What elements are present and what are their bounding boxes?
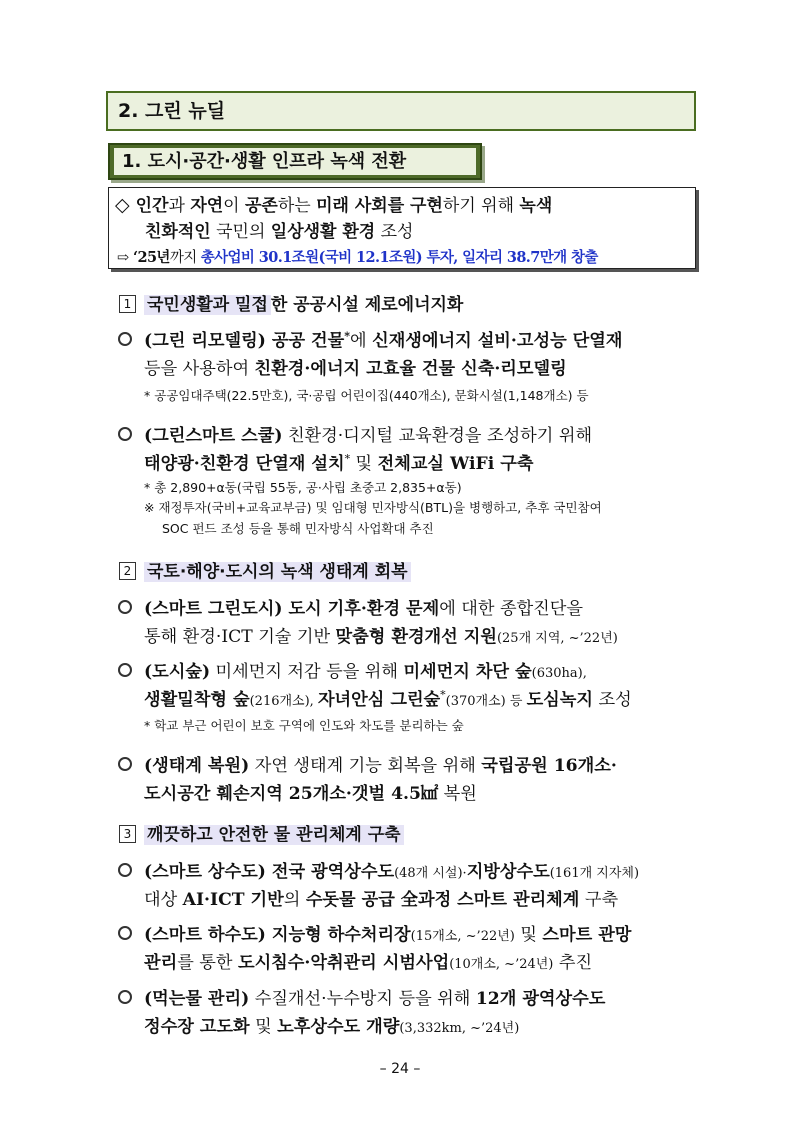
text-run: 일상생활 환경 [270, 222, 376, 242]
circle-bullet-icon [118, 926, 132, 940]
text-run: (도시숲) [144, 662, 211, 682]
note-total-buildings: * 총 2,890+α동(국립 55동, 공·사립 초중고 2,835+α동) [144, 480, 462, 495]
text-run: (스마트 하수도) 지능형 하수처리장 [144, 925, 411, 945]
circle-bullet-icon [118, 600, 132, 614]
section-number: 2 [119, 562, 136, 580]
text-run: 에 [350, 331, 373, 351]
text-run: (먹는물 관리) [144, 989, 250, 1009]
text-line [144, 421, 592, 446]
text-run: 맞춤형 환경개선 지원 [335, 627, 497, 647]
text-run: 수질개선·누수방지 등을 위해 [249, 989, 476, 1009]
section-heading-3 [119, 820, 404, 845]
text-run: 이 [223, 196, 245, 216]
text-run: (15개소, ~’22년) [410, 929, 515, 944]
text-line [144, 622, 618, 647]
text-run: * [440, 688, 446, 702]
subsection-title: 1. 도시·공간·생활 인프라 녹색 전환 [114, 148, 476, 175]
section-title: 2. 그린 뉴딜 [106, 91, 696, 131]
section-heading-highlight: 국민생활과 밀접 [144, 295, 271, 315]
text-run: (161개 지자체) [549, 866, 640, 881]
text-run: (370개소) 등 [445, 694, 527, 709]
text-run: 지방상수도 [466, 862, 550, 882]
text-run: 정수장 고도화 [144, 1017, 250, 1037]
text-run: (630ha), [531, 666, 587, 681]
circle-bullet-icon [118, 990, 132, 1004]
text-line [144, 885, 618, 910]
text-run: 전체교실 WiFi 구축 [377, 454, 534, 474]
text-run: 통해 환경·ICT 기술 기반 [144, 627, 336, 647]
text-run: 12개 광역상수도 [475, 989, 606, 1009]
text-run: (그린 리모델링) 공공 건물 [144, 331, 345, 351]
text-run: 친환경·에너지 고효율 건물 신축·리모델링 [254, 359, 567, 379]
text-line [144, 326, 623, 351]
note-public-housing: * 공공임대주택(22.5만호), 국·공립 어린이집(440개소), 문화시설(1,148개소) 등 [144, 388, 589, 403]
note-finance-2: SOC 펀드 조성 등을 통해 민자방식 사업확대 추진 [162, 521, 434, 536]
text-run: 수돗물 공급 全과정 스마트 관리체계 [305, 890, 580, 910]
text-line [144, 594, 583, 619]
section-heading-1 [119, 290, 463, 315]
text-run: 를 통한 [177, 953, 238, 973]
section-heading-rest: 한 공공시설 제로에너지화 [270, 295, 464, 315]
subsection-title-box [108, 143, 482, 180]
section-heading-2 [119, 557, 411, 582]
text-run: 국립공원 16개소· [481, 756, 617, 776]
text-run: 복원 [438, 784, 477, 804]
text-run: 자연 [190, 196, 224, 216]
summary-box [108, 187, 696, 269]
text-run: 미래 사회를 구현 [316, 196, 443, 216]
text-line [144, 354, 567, 379]
text-run: 공존 [245, 196, 278, 216]
circle-bullet-icon [118, 863, 132, 877]
summary-line-2 [145, 217, 413, 242]
note-safe-forest: * 학교 부근 어린이 보호 구역에 인도와 차도를 분리하는 숲 [144, 718, 464, 733]
section-heading-highlight: 깨끗하고 안전한 물 관리체계 구축 [144, 825, 404, 845]
text-run: (생태계 복원) [144, 756, 250, 776]
summary-line-1 [115, 191, 552, 216]
text-run: 친화적인 [145, 222, 211, 242]
text-run: 의 [283, 890, 306, 910]
text-run: 도시공간 훼손지역 25개소·갯벌 4.5㎢ [144, 784, 439, 804]
text-run: (216개소), [249, 694, 318, 709]
text-run: ‘25년 [128, 249, 170, 266]
text-run: 태양광·친환경 단열재 설치 [144, 454, 345, 474]
note-finance-1: ※ 재정투자(국비+교육교부금) 및 임대형 민자방식(BTL)을 병행하고, 추후 국민참여 [144, 500, 602, 515]
text-line [144, 685, 632, 710]
text-run: 관리 [144, 953, 178, 973]
circle-bullet-icon [118, 427, 132, 441]
text-run: (25개 지역, ~’22년) [496, 631, 618, 646]
text-run: 및 [249, 1017, 278, 1037]
text-run: 조성 [375, 222, 414, 242]
text-line [144, 920, 631, 945]
text-run: 신재생에너지 설비·고성능 단열재 [372, 331, 623, 351]
text-line [129, 250, 598, 266]
circle-bullet-icon [118, 757, 132, 771]
text-run: (그린스마트 스쿨) [144, 426, 283, 446]
text-run: (10개소, ~’24년) [449, 957, 554, 972]
text-run: 녹색 [519, 196, 553, 216]
text-run: 친환경·디지털 교육환경을 조성하기 위해 [282, 426, 593, 446]
text-run: 하기 위해 [442, 196, 520, 216]
text-line [136, 196, 553, 216]
text-run: AI·ICT 기반 [182, 890, 284, 910]
text-run: 추진 [553, 953, 593, 973]
text-run: 자녀안심 그린숲 [317, 690, 441, 710]
text-run: 등을 사용하여 [144, 359, 255, 379]
text-run: 과 [168, 196, 191, 216]
text-run: 스마트 관망 [542, 925, 632, 945]
text-run: 국민의 [210, 222, 271, 242]
text-run: 까지 [169, 250, 201, 266]
text-run: 구축 [579, 890, 619, 910]
text-run: * [344, 329, 351, 343]
circle-bullet-icon [118, 663, 132, 677]
circle-bullet-icon [118, 332, 132, 346]
text-line [144, 751, 617, 776]
text-run: 대상 [144, 890, 183, 910]
text-line [144, 984, 605, 1009]
section-heading-highlight: 국토·해양·도시의 녹색 생태계 회복 [144, 562, 411, 582]
text-run: 노후상수도 개량 [277, 1017, 400, 1037]
text-run: 및 [514, 925, 543, 945]
diamond-icon: ◇ [115, 194, 130, 216]
text-run: 생활밀착형 숲 [144, 690, 250, 710]
text-run: 하는 [277, 196, 317, 216]
text-line [145, 222, 413, 242]
text-run: * [344, 452, 351, 466]
section-number: 1 [119, 295, 136, 313]
text-run: 자연 생태계 기능 회복을 위해 [249, 756, 482, 776]
text-line [144, 449, 533, 474]
text-run: 미세먼지 차단 숲 [403, 662, 532, 682]
text-run: (스마트 그린도시) 도시 기후·환경 문제 [144, 599, 440, 619]
arrow-icon: ⇨ [117, 250, 129, 266]
text-run: 도심녹지 [526, 690, 593, 710]
text-line [144, 1012, 519, 1037]
text-run: (3,332km, ~’24년) [399, 1021, 520, 1036]
text-run: (스마트 상수도) 전국 광역상수도 [144, 862, 395, 882]
text-line [144, 857, 639, 882]
summary-line-3 [117, 246, 598, 267]
text-line [144, 779, 477, 804]
text-run: 총사업비 30.1조원(국비 12.1조원) 투자, 일자리 38.7만개 창출 [200, 249, 598, 266]
page-number: – 24 – [379, 1061, 421, 1077]
text-run: 에 대한 종합진단을 [439, 599, 583, 619]
text-line [144, 948, 592, 973]
text-run: 조성 [593, 690, 632, 710]
text-run: 도시침수·악취관리 시범사업 [237, 953, 450, 973]
text-line [144, 657, 587, 682]
text-run: (48개 시설)· [394, 866, 467, 881]
section-number: 3 [119, 825, 136, 843]
text-run: 인간 [135, 196, 169, 216]
text-run: 미세먼지 저감 등을 위해 [210, 662, 404, 682]
text-run: 및 [350, 454, 378, 474]
